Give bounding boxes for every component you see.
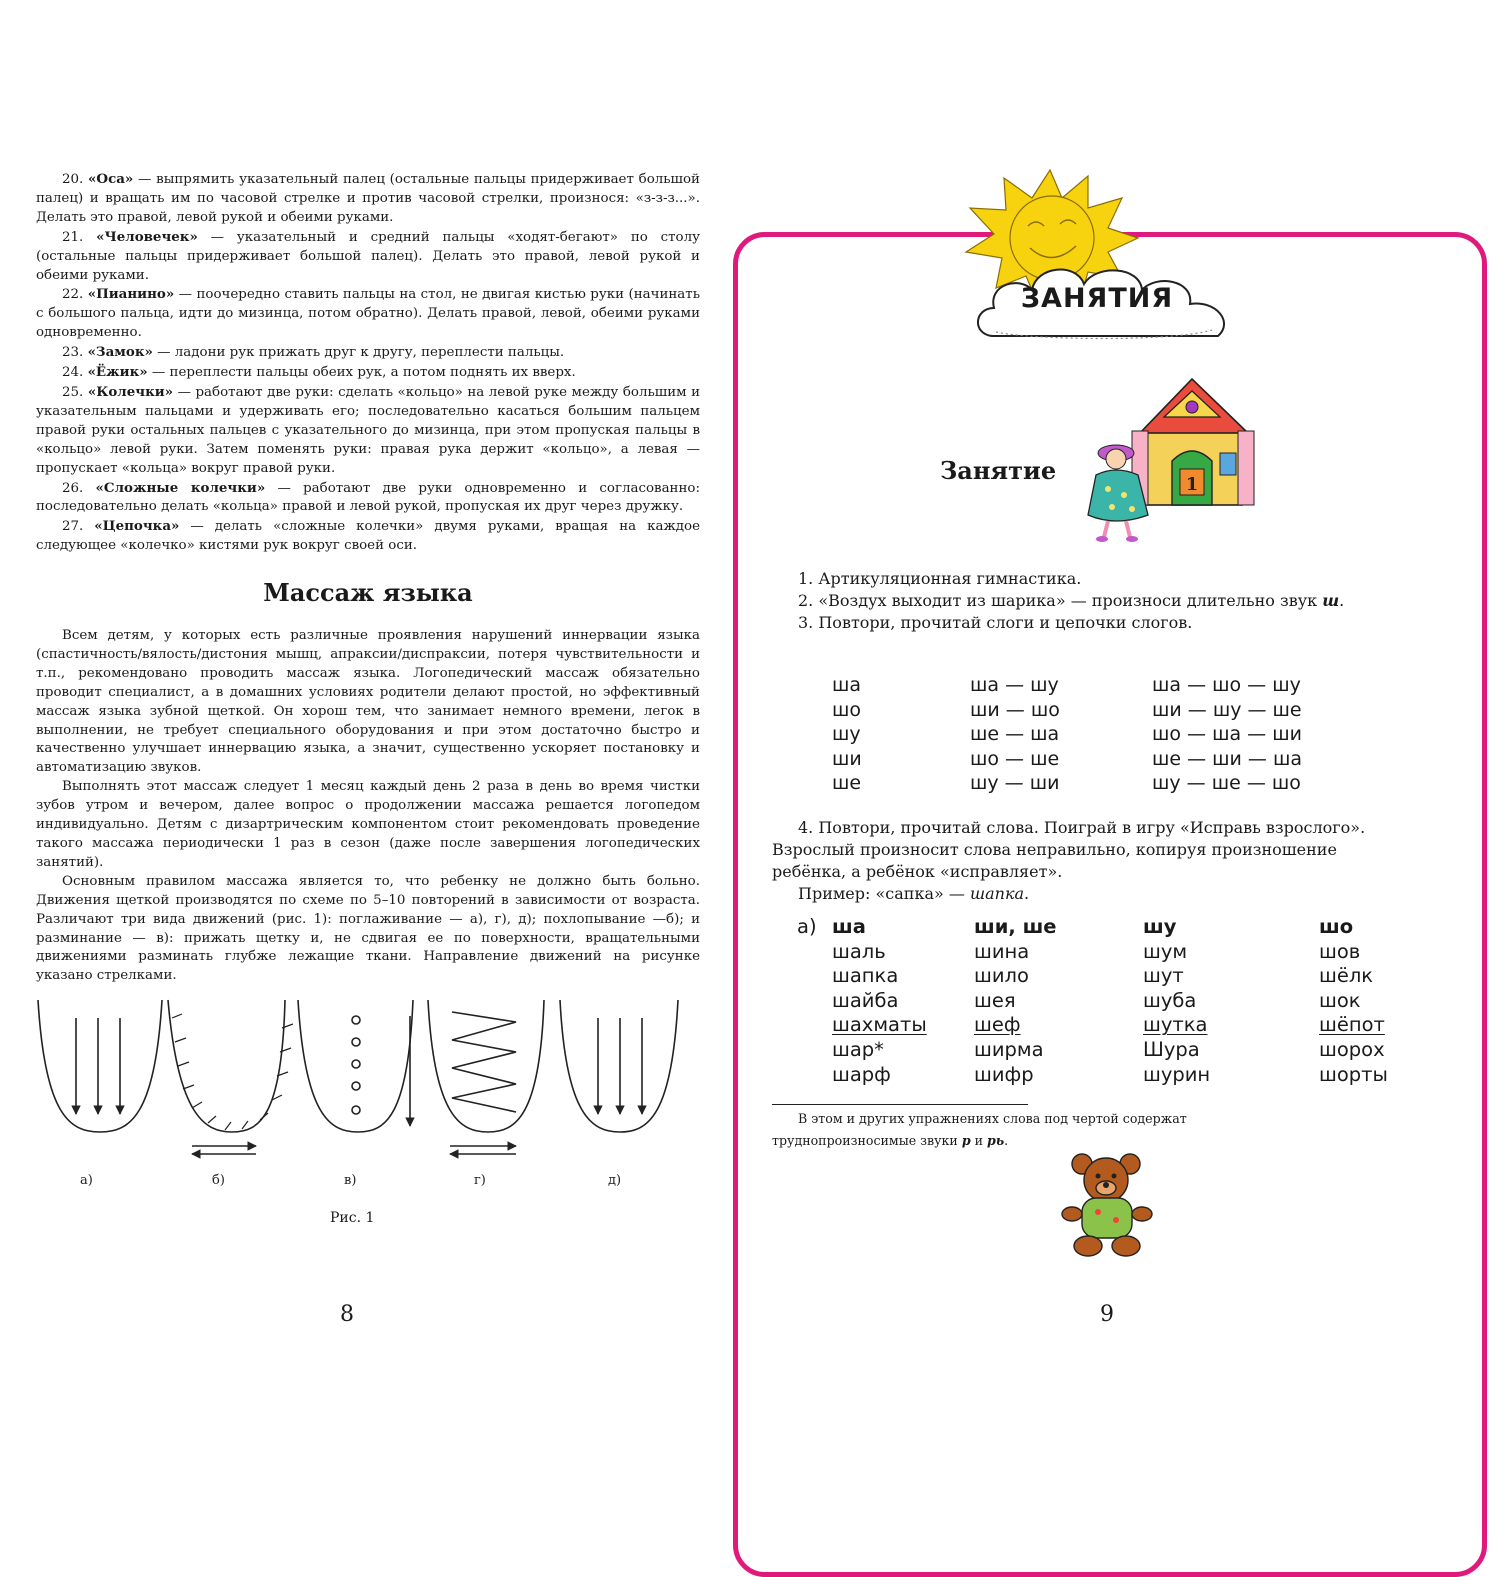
- syllable: шу: [832, 723, 861, 745]
- word: Шура: [1143, 1037, 1200, 1061]
- list-item: 25. «Колечки» — работают две руки: сделать «кольцо» на левой руке между большим и указательным пальцами и удерживать его; последовательно касаться большим пальцем правой руки остальных пальцев с указательного до мизинца, при этом пропуская пальцы в «кольцо» левой руки. Затем поменять руки: правая рука держит «кольцо», а левая — пропускает «кольца» вокруг правой руки.: [36, 383, 700, 476]
- word: шифр: [974, 1062, 1034, 1086]
- list-item: 27. «Цепочка» — делать «сложные колечки» двумя руками, вращая на каждое следующее «колечко» кистями рук вокруг своей оси.: [36, 518, 700, 554]
- example: Пример: «сапка» — шапка.: [798, 884, 1030, 903]
- syllable: ше: [832, 772, 862, 794]
- column-header: ша: [832, 915, 866, 938]
- lesson-title: Занятие: [940, 456, 1057, 485]
- column-header: шу: [1143, 915, 1177, 938]
- list-item: 24. «Ёжик» — переплести пальцы обеих рук, а потом поднять их вверх.: [62, 364, 576, 381]
- word: шар*: [832, 1037, 884, 1061]
- word: шут: [1143, 964, 1184, 988]
- word-column-sho: [1319, 915, 1388, 1087]
- tongue-outline-d: [428, 1000, 544, 1132]
- word: шум: [1143, 939, 1188, 963]
- task-1: 1. Артикуляционная гимнастика.: [798, 569, 1082, 588]
- tongue-outline-b: [168, 1000, 285, 1132]
- word: ширма: [974, 1037, 1044, 1061]
- word: шапка: [832, 964, 899, 988]
- paragraph: Выполнять этот массаж следует 1 месяц каждый день 2 раза в день во время чистки зубов утром и вечером, далее вопрос о продолжении массажа решается логопедом индивидуально. Детям с дизартрическим компонентом стоит рекомендовать проведение такого массажа периодически 1 раз в сезон (даже после завершения логопедических занятий).: [36, 779, 700, 870]
- word: шёпот: [1319, 1013, 1385, 1037]
- bear-icon: [1058, 1150, 1158, 1260]
- syllable-column-2: [970, 673, 1060, 796]
- syllable: ша — шо — шу: [1152, 674, 1301, 696]
- syllable: ша: [832, 674, 862, 696]
- syllable: ши — шу — ше: [1152, 698, 1302, 721]
- word-list-label: а): [797, 915, 817, 938]
- section-title: ЗАНЯТИЯ: [1020, 283, 1174, 314]
- syllable: ше — ши — ша: [1152, 747, 1302, 770]
- word: шайба: [832, 988, 899, 1012]
- word-column-sha: [832, 915, 927, 1087]
- tasks-1-3: [772, 568, 1412, 634]
- figure-label-e: д): [608, 1173, 622, 1188]
- tongue-outline-c: [298, 1000, 413, 1132]
- list-item: 21. «Человечек» — указательный и средний пальцы «ходят-бегают» по столу (остальные пальцы придерживает большой палец). Делать это правой, левой рукой и обеими руками.: [36, 228, 700, 283]
- syllable: шо — ша — ши: [1152, 723, 1302, 745]
- syllable: шо — ше: [970, 747, 1060, 770]
- word: шаль: [832, 939, 886, 963]
- word: шеф: [974, 1013, 1021, 1037]
- tongue-massage-figure: [20, 996, 710, 1206]
- column-header: ши, ше: [974, 915, 1057, 938]
- syllable-column-3: [1152, 673, 1302, 796]
- paragraph: Всем детям, у которых есть различные проявления нарушений иннервации языка (спастичность/вялость/дистония мышц, апраксии/диспраксии, потеря чувствительности и т.п., рекомендовано проводить массаж языка. Логопедический массаж обязательно проводит специалист, а в домашних условиях родители делают простой, но эффективный массаж языка зубной щеткой. Он хорош тем, что занимает немного времени, легок в выполнении, не требует специального оборудования и при этом достаточно быстро и качественно улучшает иннервацию языка, а значит, существенно ускоряет постановку и автоматизацию звуков.: [36, 628, 700, 776]
- syllable: шу — ши: [970, 772, 1060, 794]
- word: шахматы: [832, 1013, 927, 1037]
- column-header: шо: [1319, 915, 1354, 938]
- list-item: 22. «Пианино» — поочередно ставить пальцы на стол, не двигая кистью руки (начинать с большого пальца, идти до мизинца, потом обратно). Делать правой, левой, обеими руками одновременно.: [36, 286, 700, 341]
- word: шорох: [1319, 1037, 1385, 1061]
- footnote: В этом и других упражнениях слова под чертой содержат труднопроизносимые звуки р и рь.: [772, 1111, 1187, 1148]
- word: шутка: [1143, 1013, 1208, 1037]
- lesson-number: 1: [1185, 474, 1199, 495]
- figure-label-b: б): [212, 1173, 225, 1188]
- figure-label-c: в): [344, 1173, 357, 1188]
- tongue-outline-a: [38, 1000, 162, 1132]
- figure-label-a: а): [80, 1173, 93, 1188]
- syllable: шо: [832, 698, 862, 721]
- figure-label-d: г): [474, 1173, 486, 1188]
- girl-icon: [1076, 435, 1166, 545]
- word: шёлк: [1319, 964, 1374, 988]
- syllable-column-1: [832, 673, 862, 796]
- word-column-shi-she: [974, 915, 1057, 1087]
- word: шея: [974, 988, 1016, 1012]
- syllable: ше — ша: [970, 723, 1060, 745]
- word: шило: [974, 964, 1029, 988]
- list-item: 23. «Замок» — ладони рук прижать друг к другу, переплести пальцы.: [62, 344, 565, 361]
- word: шов: [1319, 939, 1361, 963]
- page-number-right: 9: [1100, 1302, 1114, 1327]
- word: шорты: [1319, 1062, 1388, 1086]
- finger-exercises-list: [36, 170, 700, 556]
- task-4-text: 4. Повтори, прочитай слова. Поиграй в игру «Исправь взрослого». Взрослый произносит слова неправильно, копируя произношение ребёнка, а ребёнок «исправляет».: [772, 818, 1366, 881]
- figure-caption: Рис. 1: [330, 1210, 375, 1226]
- tongue-outline-e: [560, 1000, 678, 1132]
- task-4: [772, 817, 1412, 905]
- massage-text: [36, 627, 700, 986]
- paragraph: Основным правилом массажа является то, что ребенку не должно быть больно. Движения щеткой производятся по схеме по 5–10 повторений в зависимости от возраста. Различают три вида движений (рис. 1): поглаживание — а), г), д); похлопывание —б); и разминание — в): прижать щетку и, не сдвигая ее по поверхности, вращательными движениями разминать глубже лежащие ткани. Направление движений на рисунке указано стрелками.: [36, 873, 700, 984]
- syllable: ши: [832, 747, 862, 770]
- massage-heading: Массаж языка: [263, 578, 473, 607]
- syllable: ша — шу: [970, 674, 1059, 696]
- task-3: 3. Повтори, прочитай слоги и цепочки слогов.: [798, 613, 1193, 632]
- word: шарф: [832, 1062, 891, 1086]
- list-item: 20. «Оса» — выпрямить указательный палец (остальные пальцы придерживает большой палец) и вращать им по часовой стрелке и против часовой стрелки, произнося: «з-з-з...». Делать это правой, левой рукой и обеими руками.: [36, 171, 700, 225]
- syllable: ши — шо: [970, 698, 1060, 721]
- word: шина: [974, 939, 1030, 963]
- page-number-left: 8: [340, 1302, 354, 1327]
- word-column-shu: [1143, 915, 1210, 1087]
- word: шок: [1319, 988, 1361, 1012]
- word: шурин: [1143, 1062, 1211, 1086]
- footnote-rule: [772, 1104, 1028, 1105]
- list-item: 26. «Сложные колечки» — работают две руки одновременно и согласованно: последовательно делать «кольца» правой и левой рукой, пропуская их друг через дружку.: [36, 479, 700, 515]
- word: шуба: [1143, 988, 1197, 1012]
- task-2: 2. «Воздух выходит из шарика» — произноси длительно звук ш.: [798, 591, 1345, 610]
- syllable: шу — ше — шо: [1152, 772, 1301, 794]
